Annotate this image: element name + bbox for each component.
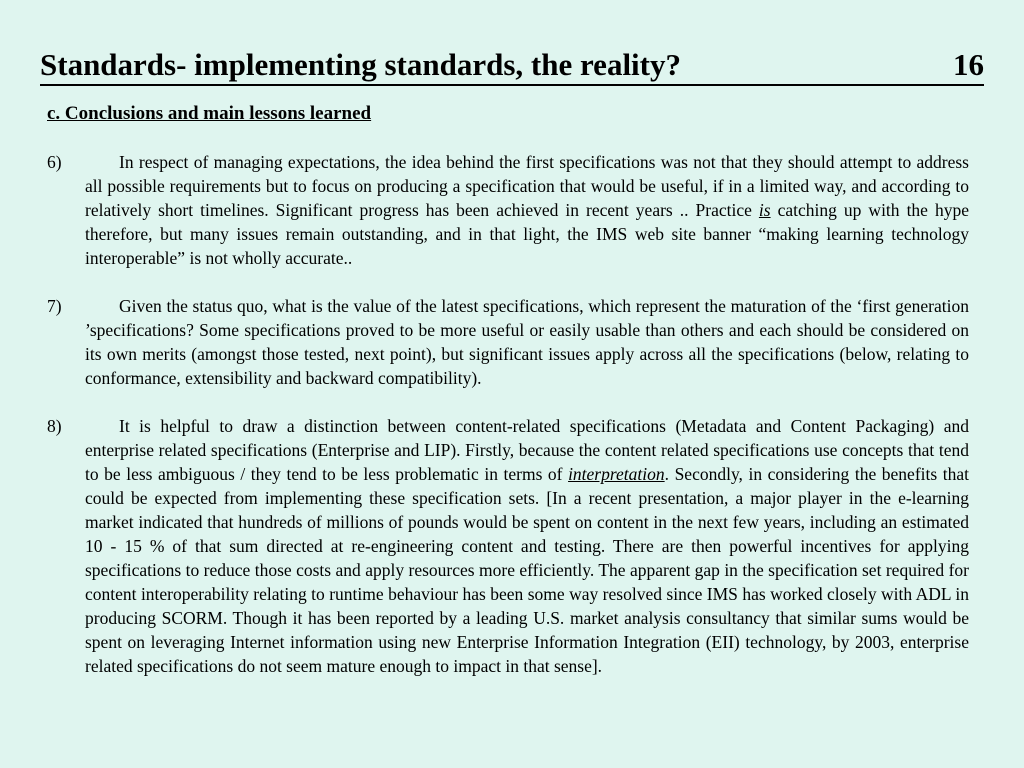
paragraph-body [85, 150, 969, 270]
paragraph-text: In respect of managing expectations, the idea behind the first specifications was not that they should attempt to address all possible requirements but to focus on producing a specification that would be useful, if in a limited way, and according to relatively short timelines. Significant progress has been achieved in recent years .. Practice [85, 152, 969, 220]
emphasis-text: is [758, 200, 771, 220]
paragraph-text: It is helpful to draw a distinction between content-related specifications (Metadata and Content Packaging) and enterprise related specifications (Enterprise and LIP). Firstly, because the content related specifications use concepts that tend to be less ambiguous / they tend to be less problematic in terms of [85, 416, 969, 484]
paragraph-text: catching up with the hype therefore, but many issues remain outstanding, and in that light, the IMS web site banner “making learning technology interoperable” is not wholly accurate.. [85, 200, 969, 268]
paragraph-body: Given the status quo, what is the value of the latest specifications, which represent the maturation of the ‘first generation ’specifications? Some specifications proved to be more useful or easily usable than others and each should be considered on its own merits (amongst those tested, next point), but significant issues apply across all the specifications (below, relating to conformance, extensibility and backward compatibility). [85, 296, 969, 388]
paragraph-7 [47, 294, 969, 390]
paragraph-body [85, 414, 969, 678]
emphasis-text: interpretation [568, 464, 665, 484]
paragraph-number: 7) [47, 296, 62, 316]
paragraph-number: 6) [47, 152, 62, 172]
paragraph-text: . Secondly, in considering the benefits that could be expected from implementing these specification sets. [In a recent presentation, a major player in the e-learning market indicated that hundreds of millions of pounds would be spent on content in the next few years, including an estimated 10 - 15 % of that sum directed at re-engineering content and testing. There are then powerful incentives for applying specifications to reduce those costs and apply resources more efficiently. The apparent gap in the specification set required for content interoperability relating to runtime behaviour has been some way resolved since IMS has worked closely with ADL in producing SCORM. Though it has been reported by a leading U.S. market analysis consultancy that similar sums would be spent on leveraging Internet information using new Enterprise Information Integration (EII) technology, by 2003, enterprise related specifications do not seem mature enough to impact in that sense]. [85, 464, 969, 676]
page-number: 16 [953, 47, 984, 82]
page-title: Standards- implementing standards, the reality? [40, 47, 681, 82]
title-row [40, 48, 984, 86]
section-subtitle: c. Conclusions and main lessons learned [47, 103, 372, 124]
paragraph-6 [47, 150, 969, 270]
paragraph-number: 8) [47, 416, 62, 436]
paragraph-8 [47, 414, 969, 678]
